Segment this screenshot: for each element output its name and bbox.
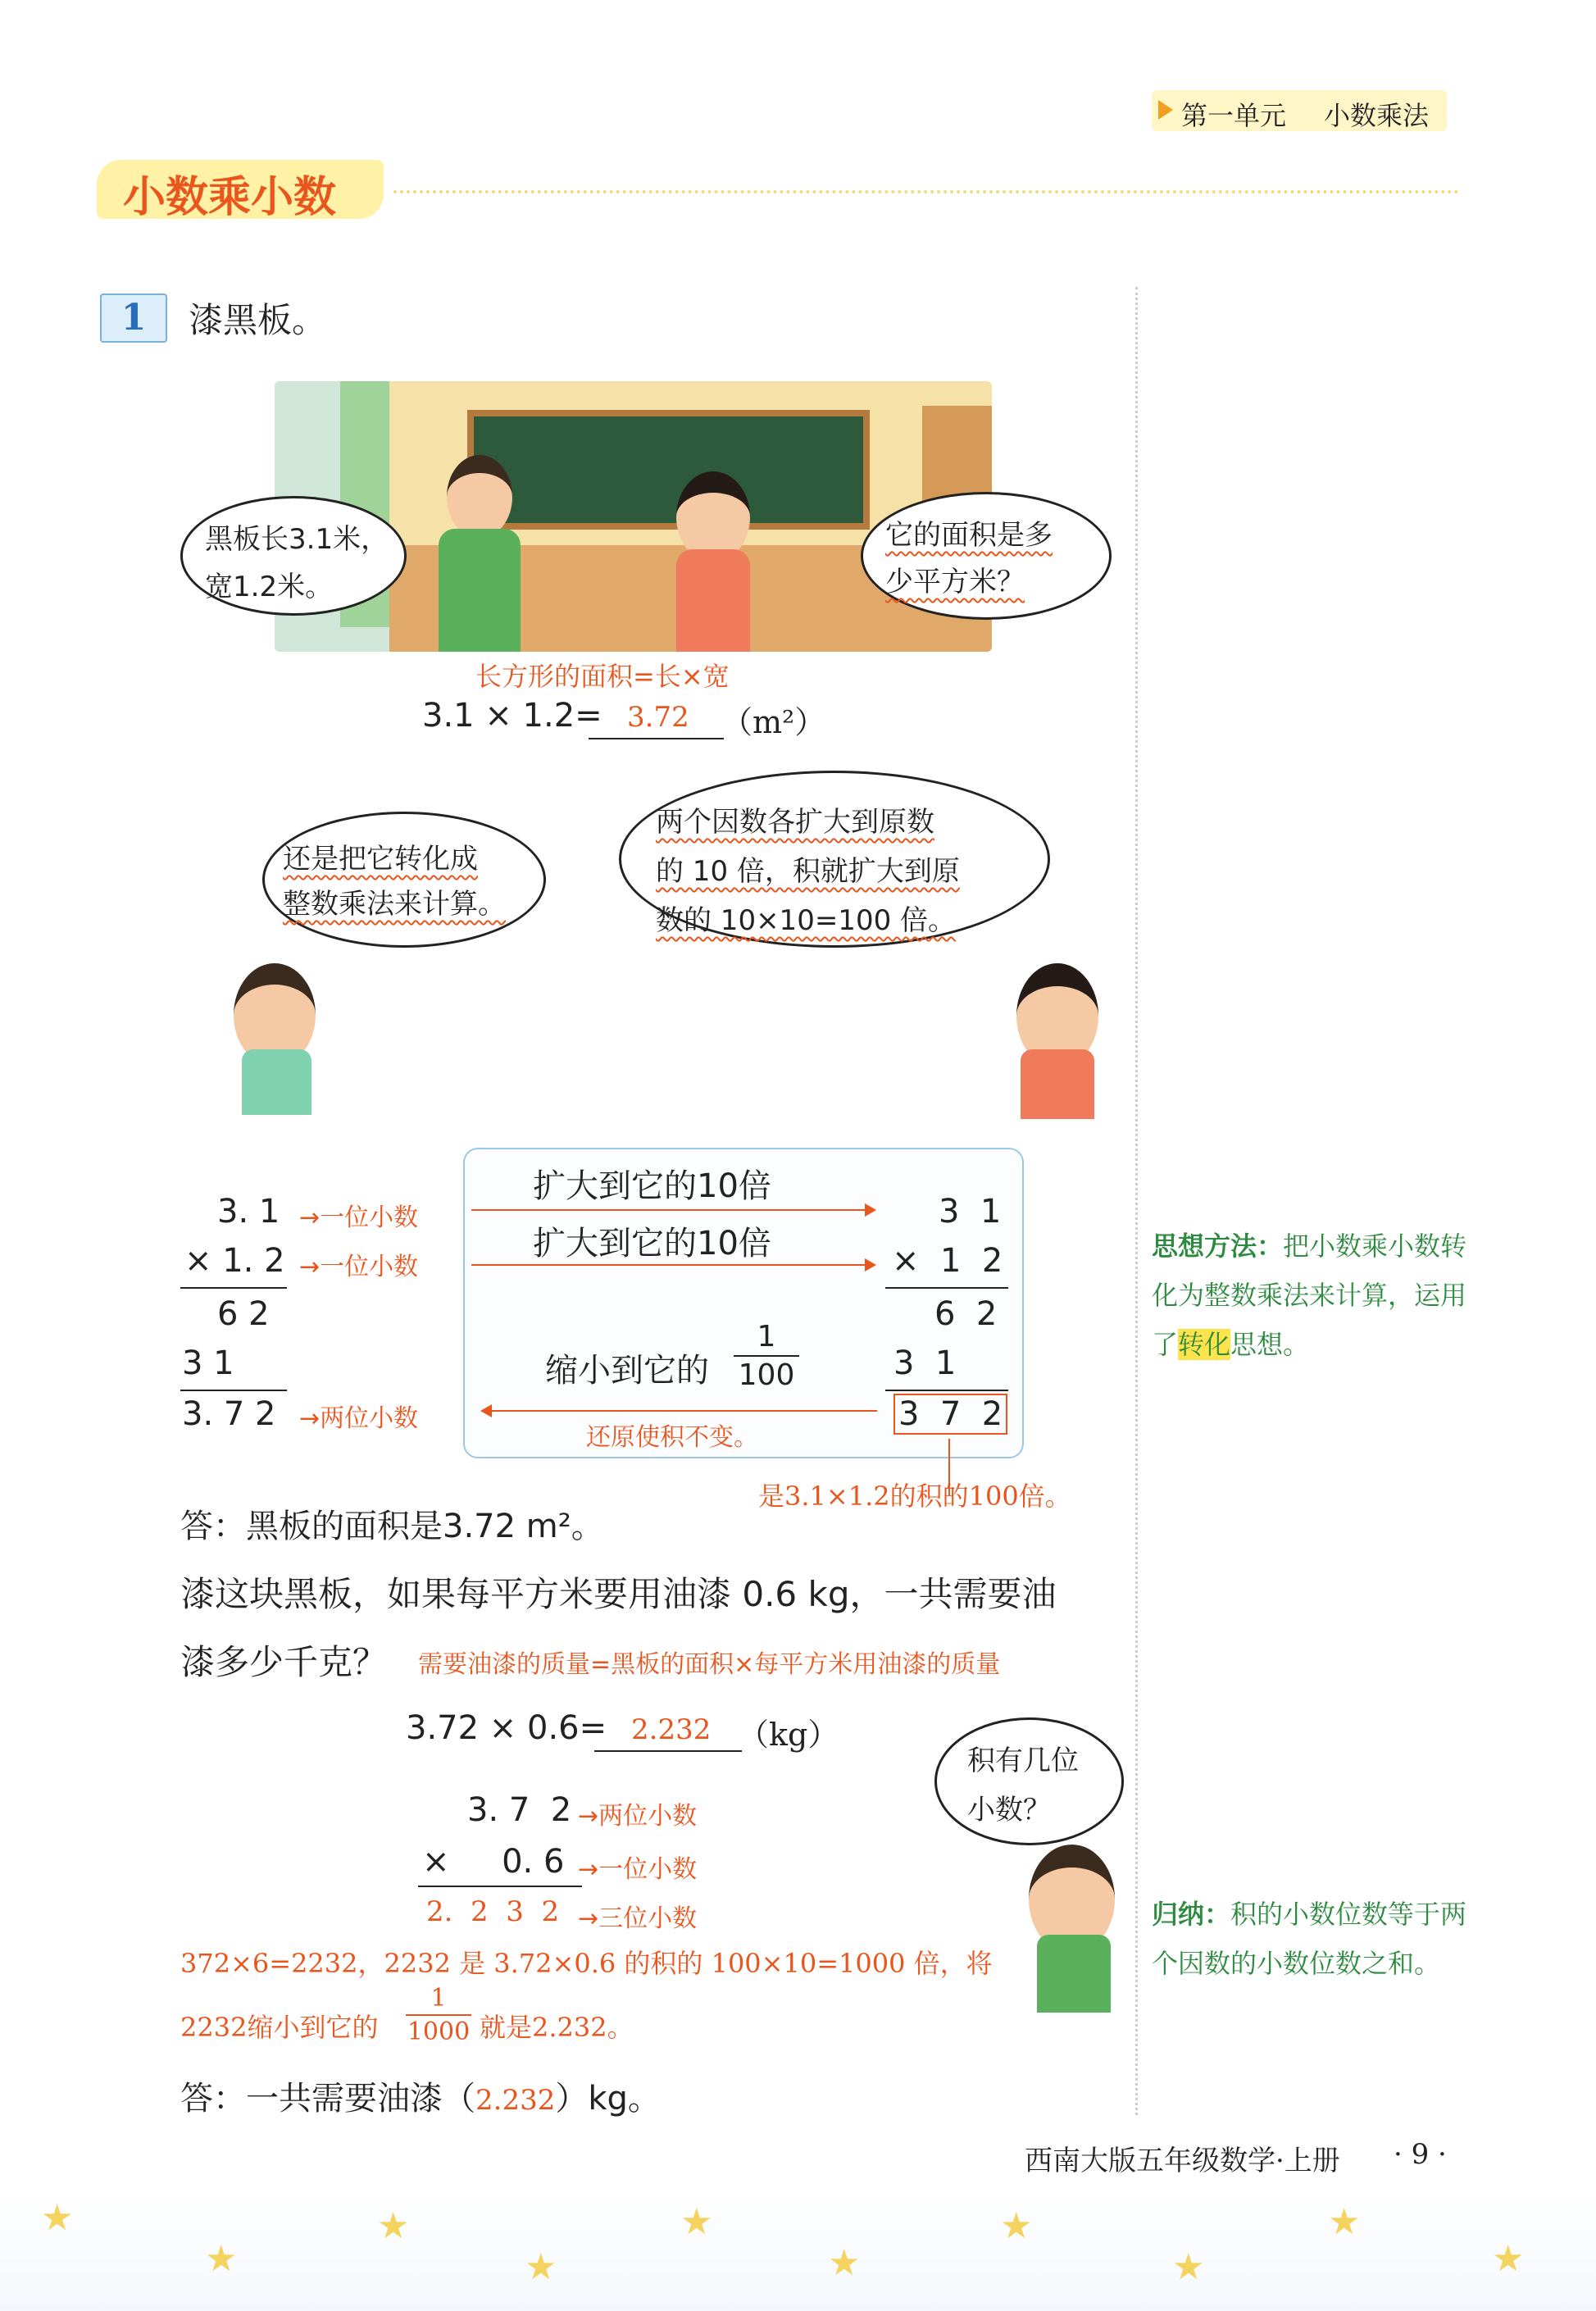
vcalc2-row4: 3 1 (893, 1344, 957, 1382)
vcalc1-line2 (180, 1390, 287, 1391)
shrink-prefix: 缩小到它的 (545, 1352, 709, 1390)
side-note-method (1152, 1221, 1480, 1369)
arrow-back-head (480, 1404, 492, 1417)
shrink-frac-den: 100 (738, 1358, 795, 1392)
star-icon: ★ (1492, 2238, 1525, 2280)
transform-label-1: 扩大到它的10倍 (533, 1167, 771, 1205)
boy-think-bubble (262, 812, 546, 948)
product-note: 是3.1×1.2的积的100倍。 (758, 1481, 1071, 1512)
vcalc1-row1: 3. 1 (217, 1193, 280, 1231)
boy-think-text-1: 还是把它转化成 (283, 843, 478, 876)
vcalc1-note1: →一位小数 (299, 1203, 419, 1232)
transform-label-2: 扩大到它的10倍 (533, 1225, 771, 1262)
boy-character (221, 963, 328, 1127)
arrow-1-head (865, 1203, 876, 1217)
footer-book: 西南大版五年级数学·上册 (1025, 2145, 1340, 2177)
restore-note: 还原使积不变。 (586, 1423, 758, 1452)
boy-bubble-text-1: 黑板长3.1米， (205, 523, 389, 556)
unit-label: 第一单元 (1181, 100, 1287, 131)
vcalc1-row4: 3 1 (182, 1344, 234, 1382)
vcalc2-row2: × 1 2 (892, 1242, 1003, 1280)
boy-think-text-2: 整数乘法来计算。 (283, 888, 506, 921)
girl-bubble-text-1: 它的面积是多 (885, 519, 1053, 552)
shrink-fraction (734, 1320, 799, 1392)
side-note-summary-text: 积的小数位数等于两个因数的小数位数之和。 (1152, 1899, 1467, 1979)
unit-header (1152, 90, 1447, 131)
vcalc3-row2: × 0. 6 (422, 1843, 565, 1881)
shrink-frac-num: 1 (757, 1320, 776, 1353)
explain-fraction (406, 1984, 471, 2046)
side-note-method-highlight: 转化 (1178, 1329, 1231, 1360)
girl-think-text-3: 数的 10×10=100 倍。 (656, 904, 957, 937)
page-number: · 9 · (1394, 2138, 1447, 2171)
side-note-summary-label: 归纳： (1152, 1899, 1231, 1930)
side-note-method-text-b: 思想。 (1230, 1329, 1310, 1360)
answer2 (180, 2072, 661, 2119)
vcalc2-result: 3 7 2 (893, 1394, 1007, 1435)
star-icon: ★ (828, 2242, 861, 2284)
girl-figure (668, 471, 758, 652)
side-note-method-text-a: 把小数乘小数转化为整数乘法来计算，运用了 (1152, 1231, 1467, 1360)
boy-bubble-text-2: 宽1.2米。 (205, 571, 334, 603)
vcalc3-note3: →三位小数 (578, 1904, 698, 1933)
star-icon: ★ (1172, 2246, 1205, 2288)
side-divider (1135, 287, 1138, 2115)
vcalc2-row3: 6 2 (934, 1295, 998, 1333)
question2-note: 需要油漆的质量=黑板的面积×每平方米用油漆的质量 (418, 1650, 1001, 1679)
question-bubble-text-1: 积有几位 (967, 1745, 1079, 1777)
topic-label: 小数乘法 (1324, 100, 1430, 131)
vcalc3-note1: →两位小数 (578, 1802, 698, 1831)
girl-think-text-1: 两个因数各扩大到原数 (656, 806, 934, 839)
vcalc3-line (418, 1886, 582, 1887)
vcalc1-result: 3. 7 2 (182, 1395, 276, 1433)
star-icon: ★ (377, 2205, 410, 2247)
vcalc3-row1: 3. 7 2 (467, 1791, 572, 1829)
girl-speech-bubble (861, 492, 1112, 620)
arrow-1 (471, 1209, 865, 1211)
section-title: 小数乘小数 (123, 172, 337, 222)
equation1-answer: 3.72 (627, 701, 689, 734)
equation1-answer-line (589, 738, 724, 739)
vcalc1-row3: 6 2 (217, 1295, 270, 1333)
star-icon: ★ (1328, 2201, 1361, 2243)
question2-line1: 漆这块黑板，如果每平方米要用油漆 0.6 kg，一共需要油 (180, 1574, 1057, 1614)
boy-figure (430, 455, 529, 652)
vcalc2-row1: 3 1 (939, 1193, 1002, 1231)
vcalc1-row2: × 1. 2 (184, 1242, 285, 1280)
play-icon (1158, 100, 1173, 120)
arrow-2-head (865, 1258, 876, 1272)
arrow-2 (471, 1264, 865, 1266)
girl-think-text-2: 的 10 倍，积就扩大到原 (656, 855, 960, 888)
example-number: 1 (120, 297, 147, 339)
star-icon: ★ (41, 2197, 74, 2239)
vcalc1-note2: →一位小数 (299, 1253, 419, 1281)
arrow-back (492, 1410, 877, 1412)
equation1-left: 3.1 × 1.2= (422, 697, 602, 735)
vcalc3-note2: →一位小数 (578, 1855, 698, 1884)
star-icon: ★ (1000, 2205, 1033, 2247)
equation2-answer-line (594, 1750, 742, 1752)
star-strip (0, 2189, 1596, 2311)
explain-suffix: 就是2.232。 (480, 2012, 634, 2043)
answer2-value: 2.232 (475, 2084, 556, 2117)
vcalc3-result: 2. 2 3 2 (426, 1895, 560, 1928)
star-icon: ★ (525, 2246, 557, 2288)
side-note-method-label: 思想方法： (1152, 1231, 1284, 1262)
star-icon: ★ (205, 2238, 238, 2280)
equation2-left: 3.72 × 0.6= (406, 1709, 607, 1747)
side-note-summary (1152, 1890, 1480, 1988)
answer1: 答：黑板的面积是3.72 m²。 (180, 1508, 604, 1545)
girl-character (1000, 963, 1115, 1127)
example-title: 漆黑板。 (189, 300, 327, 340)
example-number-box (100, 293, 167, 343)
equation2-answer: 2.232 (631, 1713, 712, 1746)
vcalc2-line2 (885, 1390, 1008, 1391)
vcalc1-note3: →两位小数 (299, 1404, 419, 1433)
explain-prefix: 2232缩小到它的 (180, 2012, 379, 2043)
pointing-boy (1021, 1845, 1127, 2017)
question-bubble-text-2: 小数？ (967, 1794, 1051, 1827)
star-icon: ★ (680, 2201, 713, 2243)
equation2-unit: （kg） (738, 1717, 839, 1753)
question2-line2: 漆多少千克？ (180, 1642, 388, 1682)
area-formula-note: 长方形的面积=长×宽 (475, 661, 730, 692)
girl-bubble-text-2: 少平方米？ (885, 566, 1025, 598)
explain-frac-den: 1000 (407, 2018, 471, 2046)
equation1-unit: （m²） (721, 704, 826, 740)
title-dotted-rule (393, 190, 1459, 193)
vcalc1-line1 (180, 1287, 287, 1289)
vcalc2-line1 (885, 1287, 1008, 1289)
explain-line1: 372×6=2232，2232 是 3.72×0.6 的积的 100×10=1000 倍，将 (180, 1948, 993, 1979)
answer2-suffix: ）kg。 (555, 2080, 661, 2118)
explain-frac-num: 1 (430, 1984, 447, 2013)
answer2-prefix: 答：一共需要油漆（ (180, 2080, 475, 2118)
